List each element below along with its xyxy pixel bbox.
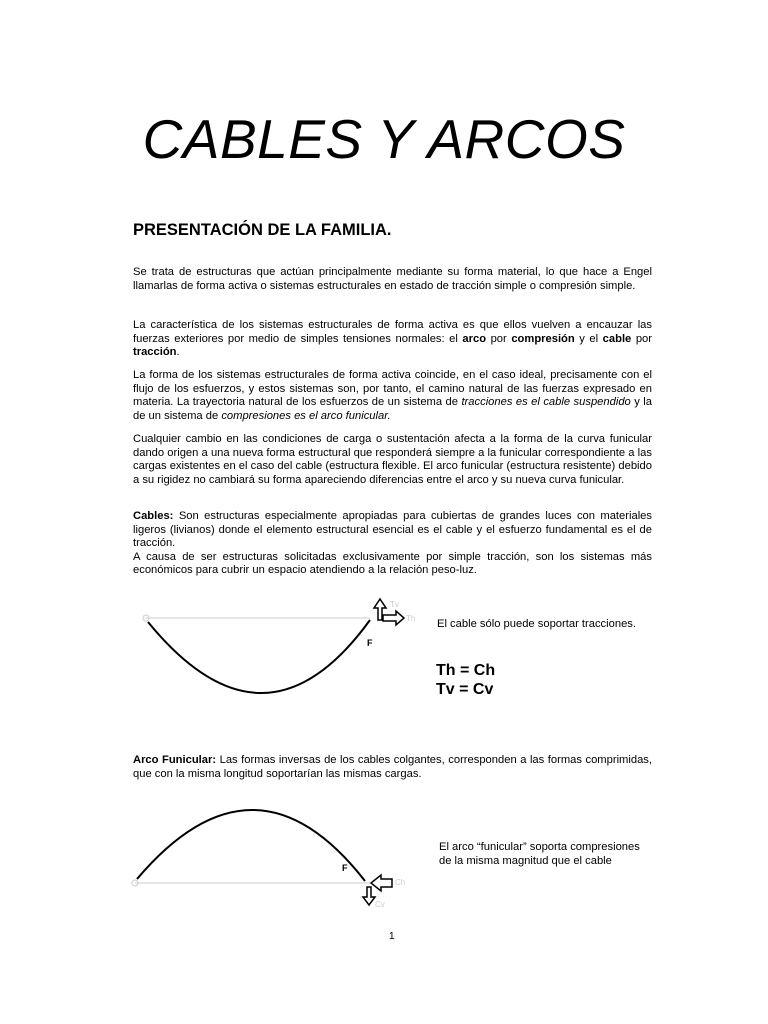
cable-curve — [148, 620, 370, 693]
arch-caption — [439, 841, 640, 868]
arrow-right-icon — [383, 611, 404, 625]
arch-caption-line2: de la misma magnitud que el cable — [439, 854, 612, 867]
bold-traccion: tracción — [133, 346, 177, 358]
formula-tv: Tv = Cv — [436, 681, 494, 698]
paragraph-cables — [133, 510, 652, 578]
paragraph-form — [133, 369, 652, 423]
text-run: A causa de ser estructuras solicitadas exclusivamente por simple tracción, son los sistemas más económicos para cubrir un espacio atendiendo a la relación peso-luz. — [133, 550, 652, 576]
paragraph-arco — [133, 754, 652, 781]
formula-th: Th = Ch — [436, 662, 496, 679]
arch-curve — [137, 810, 365, 881]
text-run: y la de un sistema de — [133, 396, 652, 422]
page-number: 1 — [389, 931, 395, 942]
arrow-left-icon — [371, 875, 392, 891]
section-heading: PRESENTACIÓN DE LA FAMILIA. — [133, 221, 392, 239]
label-f: F — [367, 638, 373, 648]
cable-caption: El cable sólo puede soportar tracciones. — [437, 618, 637, 630]
bold-cable: cable — [602, 332, 632, 345]
italic-cable: tracciones es el cable suspendido — [461, 396, 631, 408]
formula-block — [436, 661, 495, 699]
label-ch: Ch — [395, 878, 406, 887]
label-tv: Tv — [390, 600, 399, 609]
arch-diagram — [125, 800, 425, 910]
text-run: Las formas inversas de los cables colgantes, corresponden a las formas comprimidas, que con la misma longitud soportarían las mismas cargas. — [133, 754, 652, 780]
text-run: La forma de los sistemas estructurales de forma activa coincide, en el caso ideal, precisamente con el flujo de los esfuerzos, y estos sistemas son, por tanto, el camino natural de las fuerzas expresado en materia. La trayectoria natural de los esfuerzos de un sistema de — [133, 369, 652, 408]
page-title: CABLES Y ARCOS — [142, 108, 626, 170]
bold-arco: arco — [462, 332, 487, 345]
text-run: . — [176, 346, 180, 358]
text-run: Son estructuras especialmente apropiadas para cubiertas de grandes luces con materiales ligeros (livianos) donde el elemento estructural esencial es el cable y el esfuerzo fundamental es el de tracción. — [133, 510, 652, 549]
arrow-down-icon — [363, 887, 375, 905]
text-run: por — [631, 332, 652, 345]
bold-compresion: compresión — [511, 332, 575, 345]
text-run: La característica de los sistemas estructurales de forma activa es que ellos vuelven a encauzar las fuerzas exteriores por medio de simples tensiones normales: el — [133, 319, 652, 345]
label-f: F — [342, 863, 348, 873]
paragraph-intro: Se trata de estructuras que actúan principalmente mediante su forma material, lo que hace a Engel llamarlas de forma activa o sistemas estructurales en estado de tracción simple o compresión simple. — [133, 266, 652, 292]
arch-caption-line1: El arco “funicular” soporta compresiones — [439, 841, 640, 853]
text-run: y el — [574, 332, 603, 345]
cable-diagram — [130, 590, 430, 705]
italic-arco: compresiones es el arco funicular. — [221, 409, 391, 422]
paragraph-changes: Cualquier cambio en las condiciones de carga o sustentación afecta a la forma de la curva funicular dando origen a una nueva forma estructural que responderá siempre a la funicular correspondiente a las cargas existentes en el caso del cable (estructura flexible. El arco funicular (estructura resistente) debido a su rigidez no cambiará su forma apareciendo diferencias entre el arco y su nueva curva funicular. — [133, 433, 652, 486]
label-th: Th — [406, 614, 416, 623]
text-run: por — [486, 332, 512, 345]
label-cv: Cv — [375, 900, 385, 909]
bold-arco-label: Arco Funicular: — [133, 754, 217, 766]
bold-cables-label: Cables: — [133, 510, 174, 522]
paragraph-characteristics — [133, 319, 652, 360]
